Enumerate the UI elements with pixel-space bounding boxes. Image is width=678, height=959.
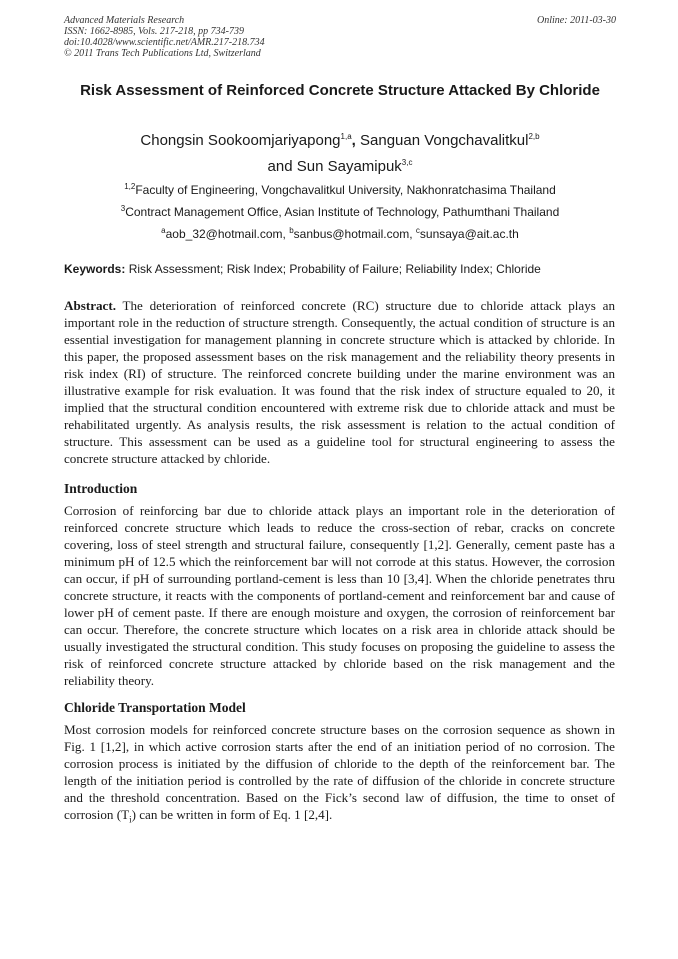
author-2-affil: 2,b	[528, 132, 540, 141]
chloride-model-heading: Chloride Transportation Model	[64, 700, 246, 715]
affiliation-2-text: Contract Management Office, Asian Institute of Technology, Pathumthani Thailand	[125, 205, 560, 219]
author-separator: ,	[351, 132, 360, 149]
affiliation-1	[64, 183, 616, 197]
email-c-marker: c	[415, 226, 420, 235]
keywords	[64, 262, 616, 276]
affiliation-1-marker: 1,2	[124, 182, 136, 191]
author-list	[64, 128, 616, 180]
email-b-marker: b	[289, 226, 294, 235]
chloride-model-body	[64, 721, 615, 823]
journal-header	[64, 15, 616, 59]
keywords-label: Keywords:	[64, 262, 126, 276]
author-line-2	[64, 154, 616, 180]
affiliation-2	[64, 205, 616, 219]
affiliation-2-marker: 3	[120, 204, 126, 213]
abstract-text: The deterioration of reinforced concrete (RC) structure due to chloride attack plays an important role in the reduction of structure strength. Consequently, the actual condition of structure is an essential investigation for management planning in concrete structure which is attacked by chloride. In this paper, the proposed assessment bases on the risk management and the reliability theory presents in risk index (RI) of structure. The reinforced concrete building under the marine environment was an illustrative example for risk evaluation. It was found that the risk index of structure equaled to 20, it implied that the structural condition encountered with extreme risk due to chloride attack and must be rehabilitated urgently. As analysis results, the risk assessment is relation to the actual condition of structure. This assessment can be used as a guideline tool for structural engineering to assess the concrete structure attacked by chloride.	[64, 298, 615, 466]
author-3-affil: 3,c	[401, 158, 413, 167]
paper-title: Risk Assessment of Reinforced Concrete Structure Attacked By Chloride	[80, 82, 600, 99]
abstract-label: Abstract.	[64, 298, 116, 313]
copyright-line: © 2011 Trans Tech Publications Ltd, Switzerland	[64, 48, 261, 59]
email-a-marker: a	[161, 226, 166, 235]
email-c: sunsaya@ait.ac.th	[419, 227, 519, 241]
email-list	[64, 227, 616, 241]
chloride-model-text-2: ) can be written in form of Eq. 1 [2,4].	[131, 807, 333, 822]
abstract	[64, 297, 615, 467]
author-3: Sun Sayamipuk	[296, 158, 402, 175]
introduction-body: Corrosion of reinforcing bar due to chloride attack plays an important role in the deterioration of reinforced concrete structure which leads to reduce the cross-section of rebar, cracks on concrete covering, loss of steel strength and structural failure, consequently [1,2]. Generally, cement paste has a minimum pH of 12.5 which the reinforcement bar will not corrode at this status. However, the corrosion can occur, if pH of surrounding portland-cement is less than 10 [3,4]. When the chloride penetrates thru concrete structure, it reacts with the components of portland-cement and reinforcement bar and cause of lower pH of cement paste. If there are enough moisture and oxygen, the corrosion of reinforcement bar can occur. Therefore, the concrete structure which locates on a risk area in chloride attack should be usually investigated the structural condition. This study focuses on proposing the guideline to assess the risk of reinforced concrete structure attacked by chloride based on the risk management and the reliability theory.	[64, 503, 615, 688]
author-2: Sanguan Vongchavalitkul	[360, 132, 529, 149]
journal-name: Advanced Materials Research	[64, 15, 185, 26]
author-conjunction: and	[267, 158, 297, 175]
chloride-model-text-1: Most corrosion models for reinforced concrete structure bases on the corrosion sequence as shown in Fig. 1 [1,2], in which active corrosion starts after the end of an initiation period of no corrosion. The corrosion process is initiated by the diffusion of chloride to the depth of the reinforcement bar. The length of the initiation period is controlled by the rate of diffusion of the chloride in concrete structure and the threshold concentration. Based on the Fick’s second law of diffusion, the time to onset of corrosion (T	[64, 722, 615, 822]
introduction-heading: Introduction	[64, 481, 138, 496]
subscript-i: i	[129, 814, 132, 825]
email-a: aob_32@hotmail.com,	[165, 227, 290, 241]
author-line-1	[64, 128, 616, 154]
doi-line: doi:10.4028/www.scientific.net/AMR.217-218.734	[64, 37, 265, 48]
online-date: Online: 2011-03-30	[537, 15, 616, 26]
author-1: Chongsin Sookoomjariyapong	[140, 132, 341, 149]
email-b: sanbus@hotmail.com,	[293, 227, 416, 241]
issn-line: ISSN: 1662-8985, Vols. 217-218, pp 734-739	[64, 26, 244, 37]
author-1-affil: 1,a	[340, 132, 352, 141]
affiliation-1-text: Faculty of Engineering, Vongchavalitkul University, Nakhonratchasima Thailand	[135, 183, 556, 197]
keywords-text: Risk Assessment; Risk Index; Probability of Failure; Reliability Index; Chloride	[125, 262, 541, 276]
